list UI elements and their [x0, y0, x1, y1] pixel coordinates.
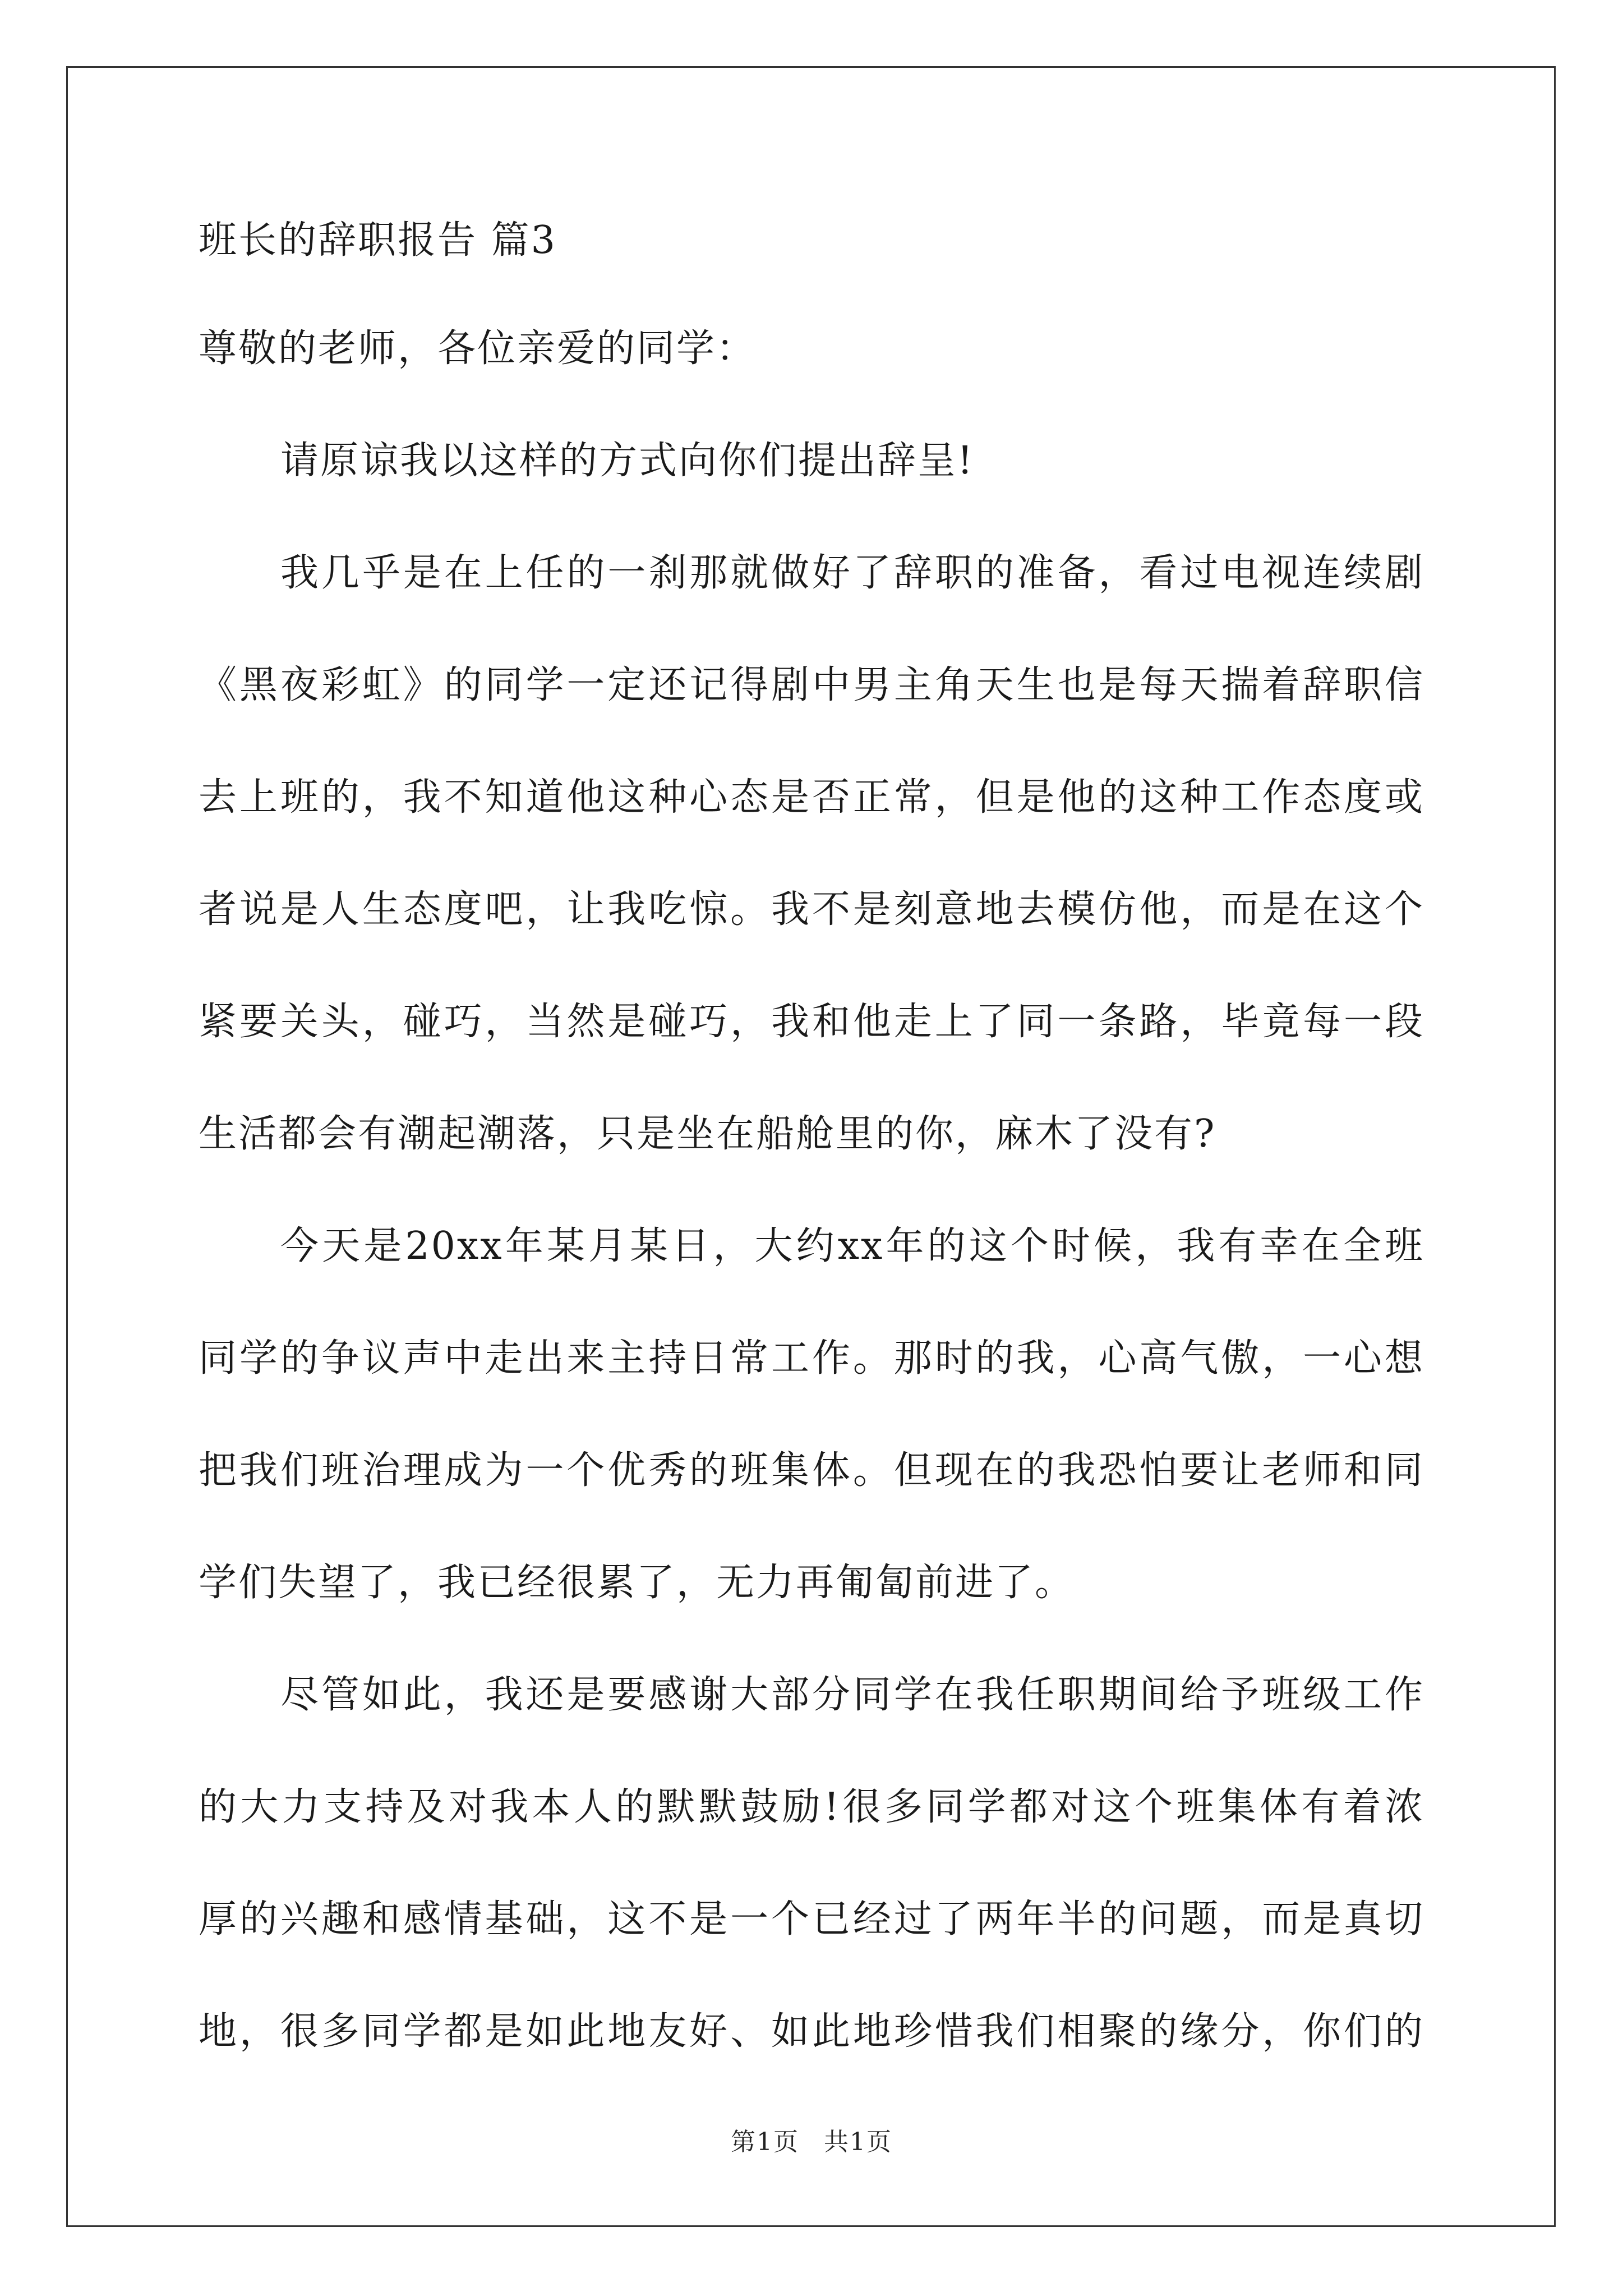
paragraph-line: 学们失望了，我已经很累了，无力再匍匐前进了。 — [199, 1561, 1075, 1605]
document-body — [199, 218, 1424, 2054]
paragraph-line: 尽管如此，我还是要感谢大部分同学在我任职期间给予班级工作 — [280, 1673, 1424, 1717]
page-number: 第1页 — [731, 2128, 799, 2156]
paragraph-line: 厚的兴趣和感情基础，这不是一个已经过了两年半的问题，而是真切 — [199, 1897, 1424, 1941]
paragraph-line: 请原谅我以这样的方式向你们提出辞呈! — [280, 439, 975, 483]
paragraph-line: 的大力支持及对我本人的默默鼓励!很多同学都对这个班集体有着浓 — [199, 1785, 1424, 1829]
paragraph-line: 地，很多同学都是如此地友好、如此地珍惜我们相聚的缘分，你们的 — [199, 2009, 1424, 2054]
paragraph-line: 生活都会有潮起潮落，只是坐在船舱里的你，麻木了没有? — [199, 1112, 1216, 1156]
paragraph-line: 把我们班治理成为一个优秀的班集体。但现在的我恐怕要让老师和同 — [199, 1448, 1424, 1493]
paragraph-line: 《黑夜彩虹》的同学一定还记得剧中男主角天生也是每天揣着辞职信 — [199, 663, 1424, 707]
page-footer — [0, 2122, 1623, 2157]
paragraph-line: 今天是20xx年某月某日，大约xx年的这个时候，我有幸在全班 — [280, 1224, 1424, 1268]
document-heading: 班长的辞职报告 篇3 — [199, 218, 557, 263]
paragraph-line: 紧要关头，碰巧，当然是碰巧，我和他走上了同一条路，毕竟每一段 — [199, 1000, 1424, 1044]
page-total: 共1页 — [824, 2128, 892, 2156]
salutation: 尊敬的老师，各位亲爱的同学： — [199, 326, 757, 371]
paragraph-line: 同学的争议声中走出来主持日常工作。那时的我，心高气傲，一心想 — [199, 1336, 1424, 1381]
paragraph-line: 者说是人生态度吧，让我吃惊。我不是刻意地去模仿他，而是在这个 — [199, 887, 1424, 932]
paragraph-line: 我几乎是在上任的一刹那就做好了辞职的准备，看过电视连续剧 — [280, 551, 1424, 595]
paragraph-line: 去上班的，我不知道他这种心态是否正常，但是他的这种工作态度或 — [199, 775, 1424, 820]
